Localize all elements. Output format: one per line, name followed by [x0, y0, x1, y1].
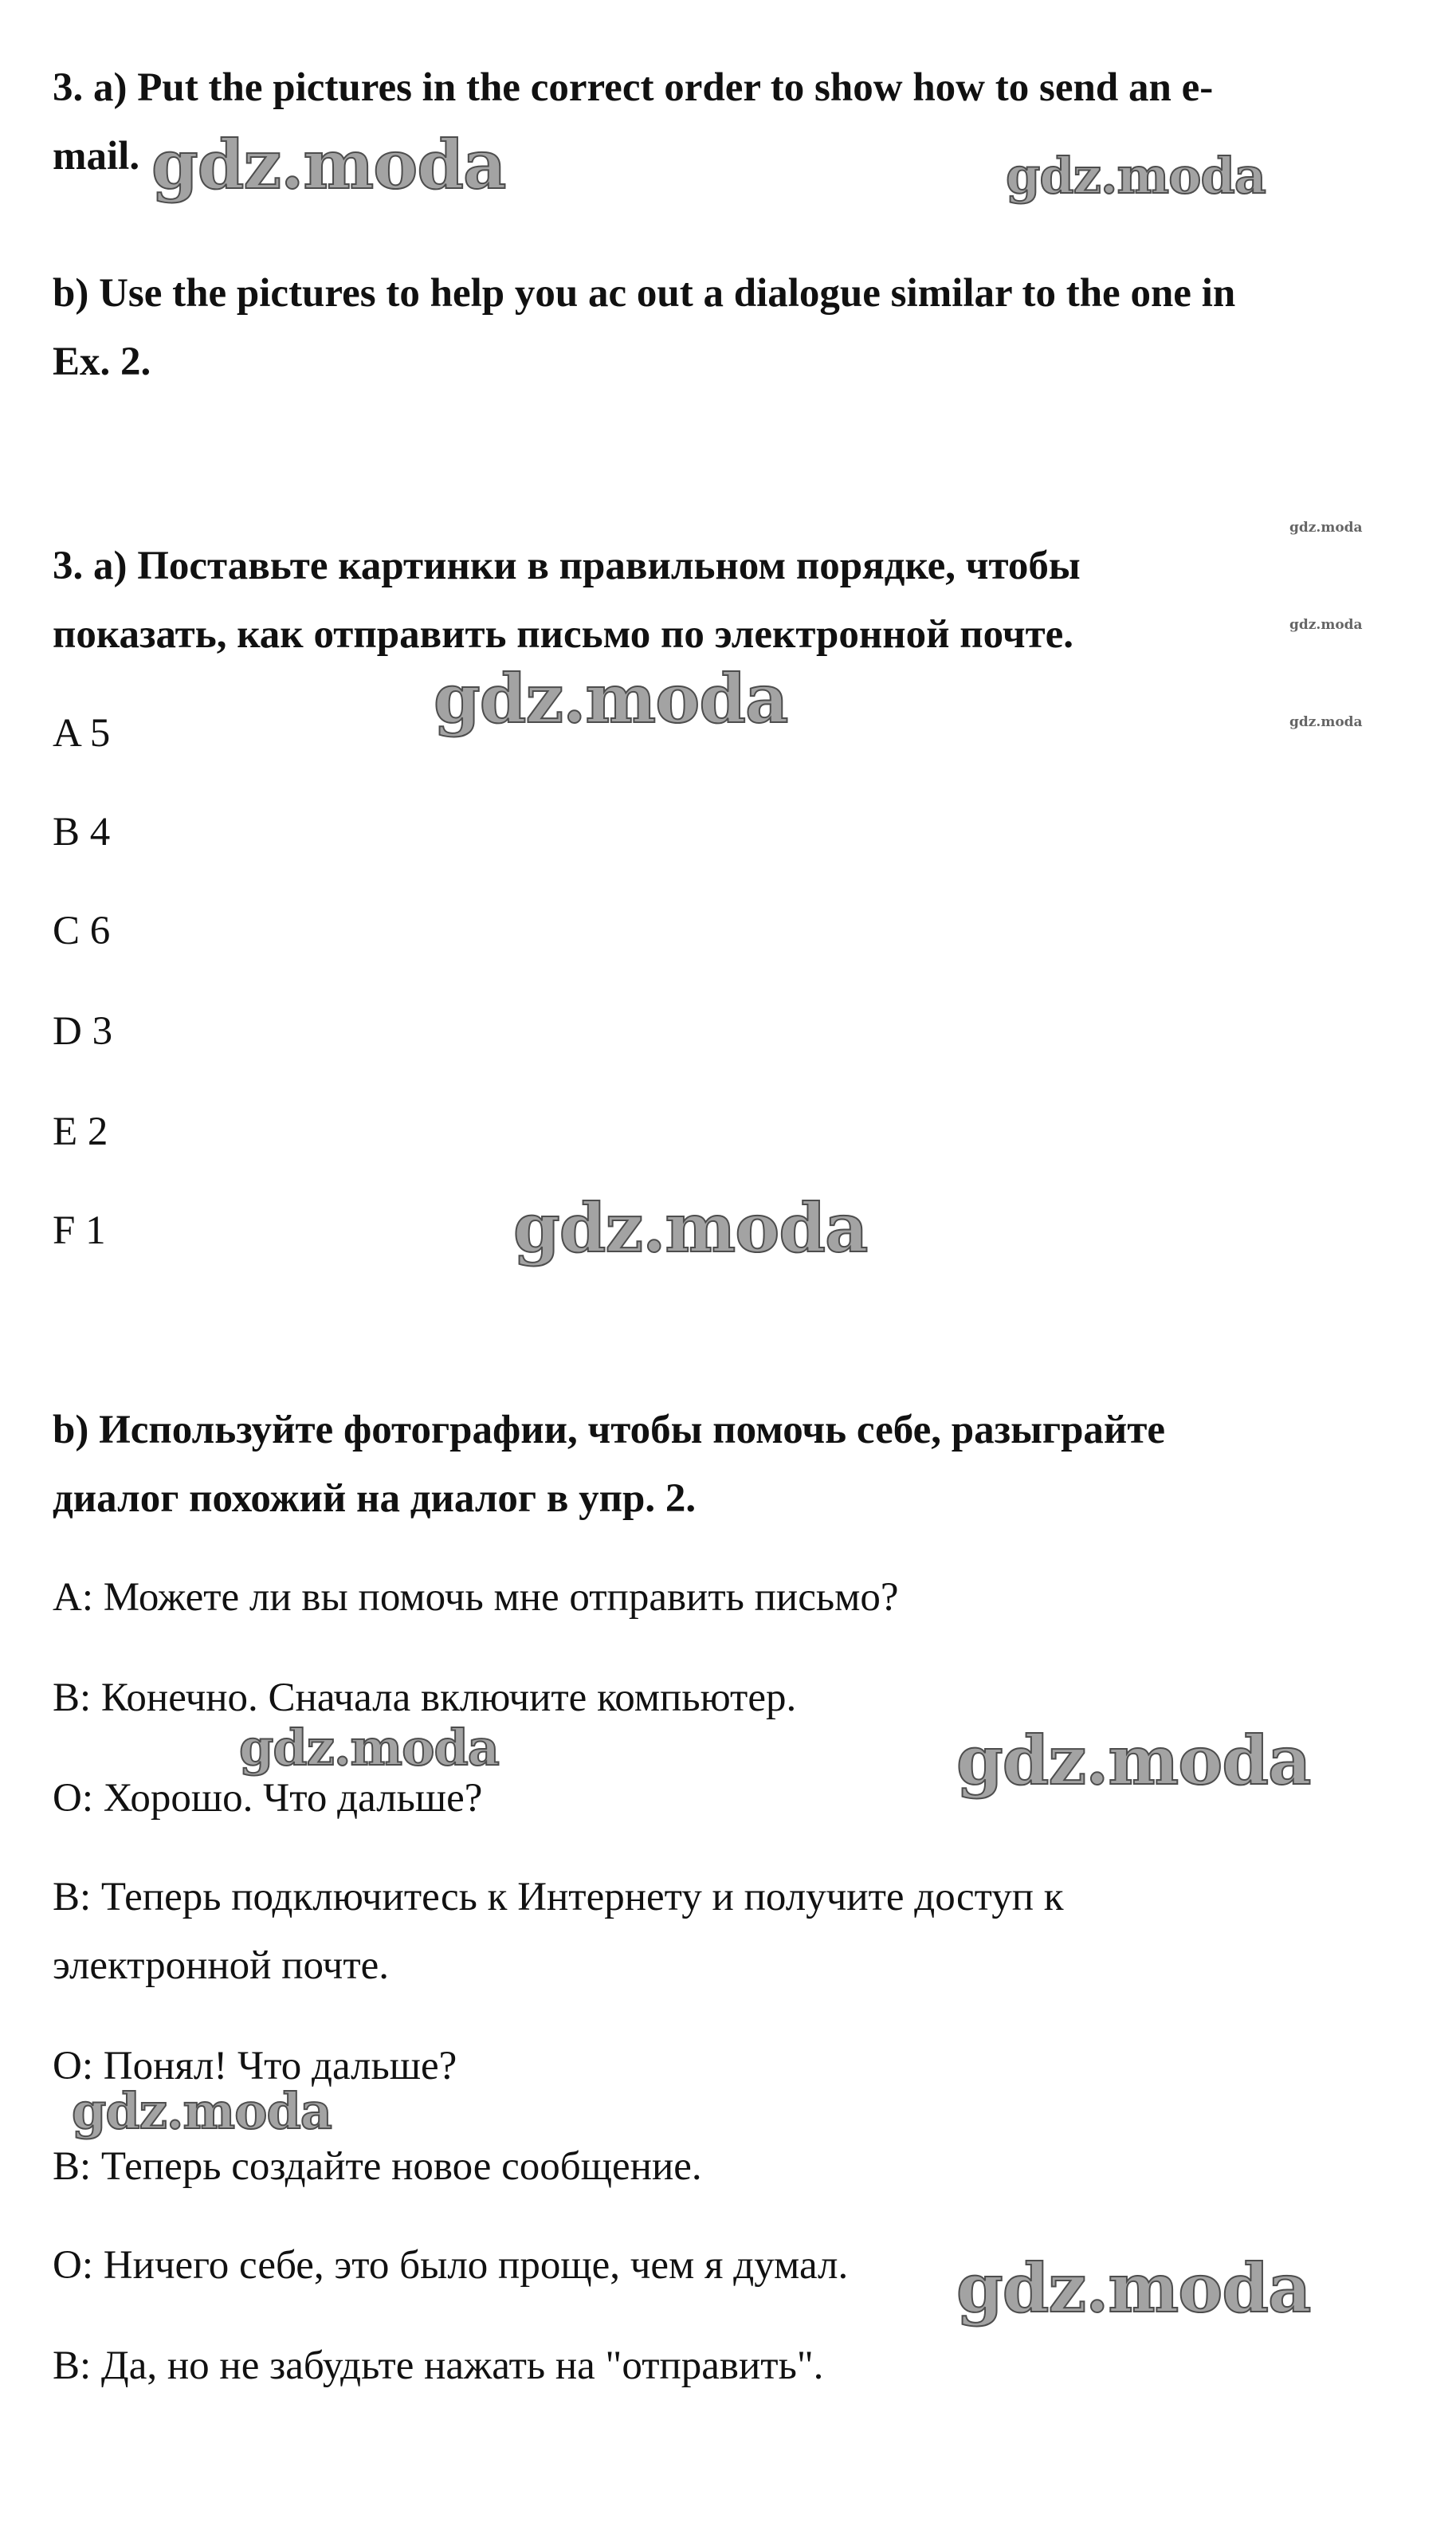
watermark: gdz.moda [1006, 147, 1266, 205]
english-task-a-line2: mail. [53, 134, 140, 179]
dialogue-line: О: Понял! Что дальше? [53, 2044, 457, 2088]
answer-item: D 3 [53, 1009, 113, 1054]
watermark: gdz.moda [151, 125, 506, 204]
watermark: gdz.moda [956, 1721, 1311, 1800]
dialogue-line: В: Теперь создайте новое сообщение. [53, 2144, 702, 2189]
english-task-b-line2: Ex. 2. [53, 340, 151, 384]
russian-task-a-line1: 3. а) Поставьте картинки в правильном порядке, чтобы [53, 544, 1081, 588]
answer-item: A 5 [53, 711, 111, 756]
watermark: gdz.moda [513, 1188, 868, 1267]
watermark: gdz.moda [1289, 714, 1363, 730]
watermark: gdz.moda [72, 2082, 332, 2140]
watermark: gdz.moda [434, 659, 788, 738]
watermark: gdz.moda [1289, 617, 1363, 633]
english-task-a-line1: 3. a) Put the pictures in the correct order to show how to send an e- [53, 65, 1214, 110]
english-task-b-line1: b) Use the pictures to help you ac out a dialogue similar to the one in [53, 271, 1236, 316]
dialogue-line: О: Хорошо. Что дальше? [53, 1776, 483, 1821]
watermark: gdz.moda [239, 1719, 499, 1777]
dialogue-line: В: Теперь подключитесь к Интернету и получите доступ к [53, 1875, 1064, 1919]
russian-task-a-line2: показать, как отправить письмо по электронной почте. [53, 612, 1074, 657]
dialogue-line: В: Конечно. Сначала включите компьютер. [53, 1676, 797, 1720]
watermark: gdz.moda [956, 2249, 1311, 2328]
dialogue-line: электронной почте. [53, 1943, 389, 1988]
russian-task-b-line1: b) Используйте фотографии, чтобы помочь себе, разыграйте [53, 1408, 1166, 1452]
dialogue-line: В: Да, но не забудьте нажать на "отправить". [53, 2343, 824, 2388]
answer-item: F 1 [53, 1208, 106, 1253]
answer-item: B 4 [53, 810, 111, 854]
answer-item: C 6 [53, 909, 111, 953]
dialogue-line: А: Можете ли вы помочь мне отправить письмо? [53, 1575, 899, 1620]
russian-task-b-line2: диалог похожий на диалог в упр. 2. [53, 1476, 697, 1521]
dialogue-line: О: Ничего себе, это было проще, чем я думал. [53, 2243, 849, 2288]
watermark: gdz.moda [1289, 520, 1363, 536]
answer-item: E 2 [53, 1110, 108, 1154]
